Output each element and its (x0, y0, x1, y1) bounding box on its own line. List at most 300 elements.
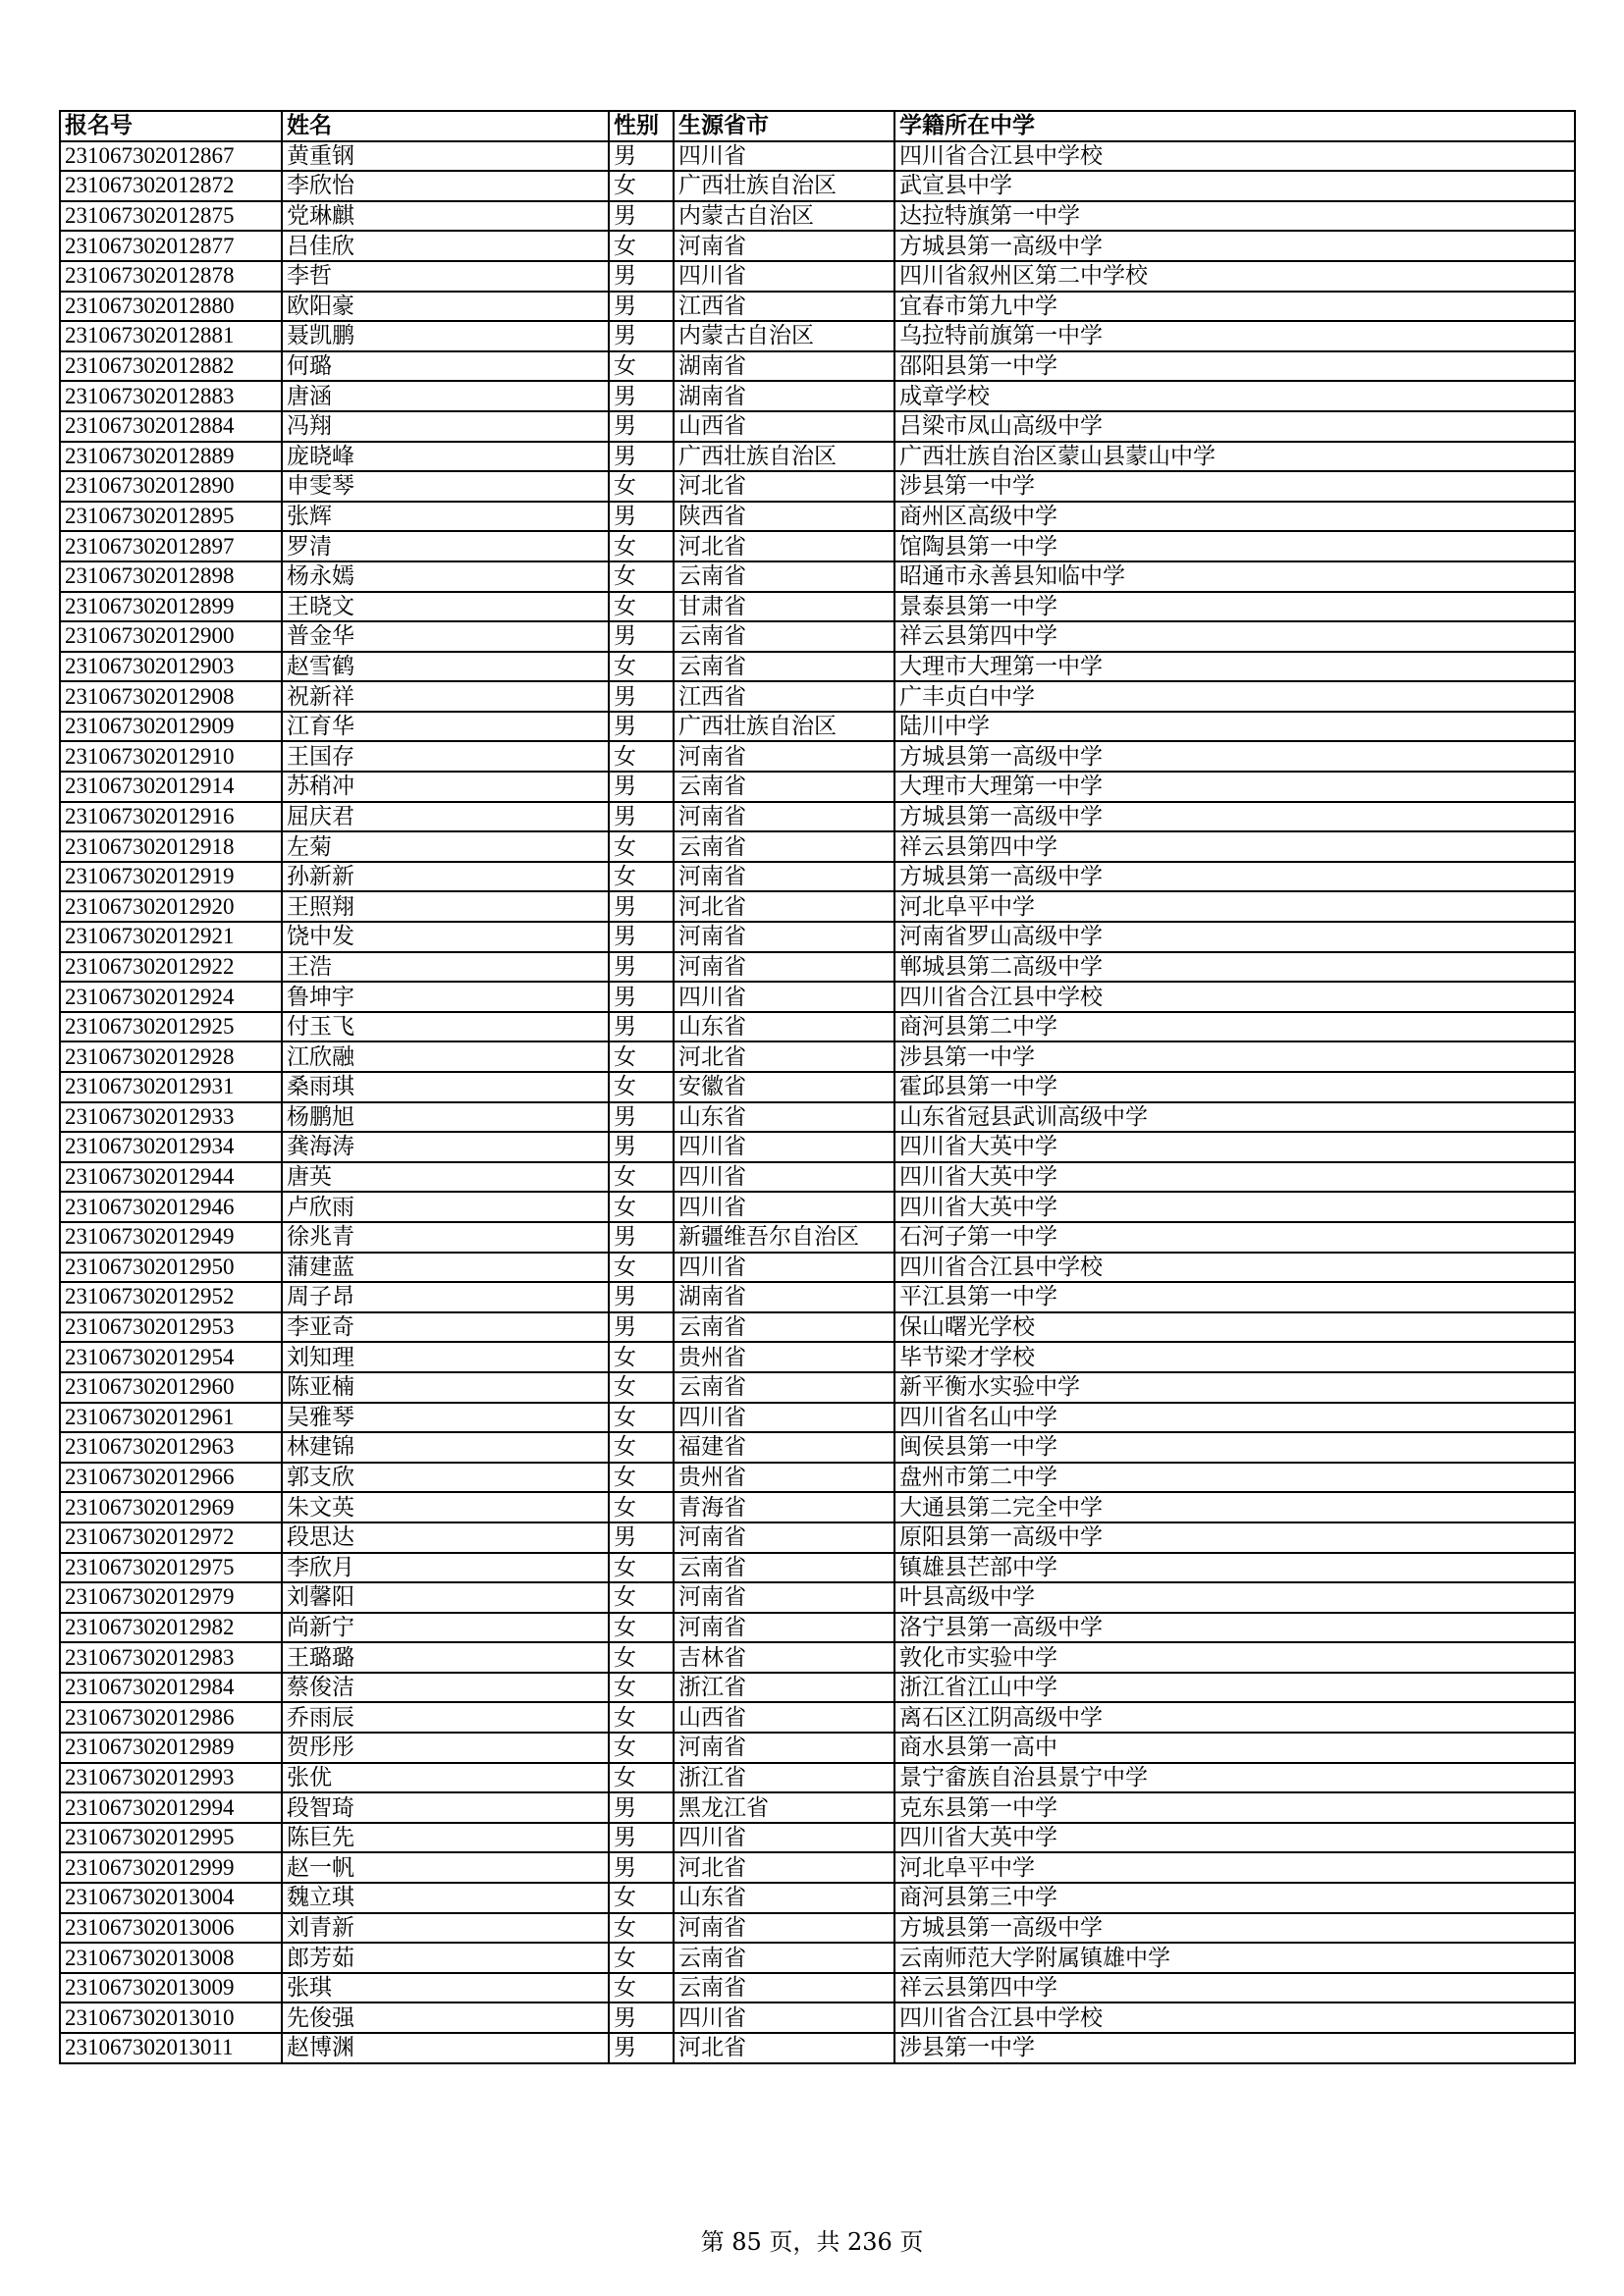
cell-province: 内蒙古自治区 (674, 201, 894, 232)
table-row (60, 1792, 1575, 1823)
cell-registration-number: 231067302012983 (60, 1642, 282, 1673)
cell-province: 四川省 (674, 2002, 894, 2033)
cell-registration-number: 231067302012877 (60, 231, 282, 261)
cell-registration-number: 231067302012966 (60, 1463, 282, 1493)
table-row (60, 381, 1575, 411)
cell-registration-number: 231067302012949 (60, 1222, 282, 1253)
header-name: 姓名 (282, 111, 609, 141)
table-row (60, 1553, 1575, 1583)
cell-registration-number: 231067302012916 (60, 802, 282, 832)
cell-school: 河北阜平中学 (894, 891, 1575, 922)
cell-name: 张辉 (282, 502, 609, 532)
cell-name: 贺彤彤 (282, 1733, 609, 1763)
cell-name: 赵一帆 (282, 1852, 609, 1883)
cell-gender: 男 (609, 982, 674, 1012)
cell-name: 桑雨琪 (282, 1072, 609, 1102)
cell-school: 山东省冠县武训高级中学 (894, 1102, 1575, 1133)
cell-gender: 女 (609, 1763, 674, 1793)
table-row (60, 351, 1575, 382)
cell-gender: 女 (609, 1041, 674, 1072)
cell-registration-number: 231067302012884 (60, 411, 282, 442)
cell-province: 四川省 (674, 982, 894, 1012)
cell-name: 赵雪鹤 (282, 652, 609, 682)
cell-name: 龚海涛 (282, 1132, 609, 1162)
cell-province: 河南省 (674, 922, 894, 952)
cell-gender: 女 (609, 471, 674, 502)
cell-province: 甘肃省 (674, 592, 894, 622)
cell-registration-number: 231067302012979 (60, 1582, 282, 1613)
cell-registration-number: 231067302013009 (60, 1973, 282, 2003)
cell-registration-number: 231067302012925 (60, 1012, 282, 1042)
cell-school: 四川省名山中学 (894, 1403, 1575, 1433)
cell-registration-number: 231067302012883 (60, 381, 282, 411)
cell-province: 四川省 (674, 1253, 894, 1283)
table-row (60, 1702, 1575, 1733)
table-row (60, 1432, 1575, 1463)
table-row (60, 652, 1575, 682)
table-row (60, 471, 1575, 502)
cell-name: 饶中发 (282, 922, 609, 952)
cell-name: 王国存 (282, 741, 609, 772)
cell-registration-number: 231067302012881 (60, 321, 282, 351)
table-row (60, 502, 1575, 532)
table-row (60, 982, 1575, 1012)
cell-province: 云南省 (674, 1553, 894, 1583)
table-row (60, 922, 1575, 952)
table-row (60, 1102, 1575, 1133)
cell-registration-number: 231067302012899 (60, 592, 282, 622)
cell-school: 商河县第三中学 (894, 1883, 1575, 1913)
table-row (60, 592, 1575, 622)
cell-gender: 男 (609, 1823, 674, 1853)
cell-registration-number: 231067302012872 (60, 171, 282, 201)
cell-school: 祥云县第四中学 (894, 621, 1575, 652)
cell-gender: 男 (609, 621, 674, 652)
cell-registration-number: 231067302012982 (60, 1613, 282, 1643)
cell-school: 商州区高级中学 (894, 502, 1575, 532)
table-row (60, 231, 1575, 261)
cell-registration-number: 231067302012897 (60, 531, 282, 561)
cell-name: 江育华 (282, 712, 609, 742)
cell-name: 申雯琴 (282, 471, 609, 502)
cell-gender: 男 (609, 261, 674, 292)
cell-province: 河南省 (674, 1913, 894, 1944)
cell-gender: 男 (609, 1792, 674, 1823)
cell-name: 蒲建蓝 (282, 1253, 609, 1283)
cell-province: 云南省 (674, 561, 894, 592)
cell-province: 河北省 (674, 1041, 894, 1072)
cell-province: 云南省 (674, 1943, 894, 1973)
cell-registration-number: 231067302012995 (60, 1823, 282, 1853)
cell-registration-number: 231067302012921 (60, 922, 282, 952)
cell-gender: 男 (609, 922, 674, 952)
table-row (60, 1222, 1575, 1253)
cell-school: 方城县第一高级中学 (894, 231, 1575, 261)
cell-gender: 男 (609, 292, 674, 322)
cell-province: 吉林省 (674, 1642, 894, 1673)
cell-gender: 男 (609, 1312, 674, 1343)
cell-gender: 女 (609, 1372, 674, 1403)
cell-province: 云南省 (674, 1312, 894, 1343)
cell-province: 河南省 (674, 1582, 894, 1613)
table-row (60, 1403, 1575, 1433)
cell-name: 段智琦 (282, 1792, 609, 1823)
cell-province: 新疆维吾尔自治区 (674, 1222, 894, 1253)
cell-school: 四川省大英中学 (894, 1162, 1575, 1193)
table-row (60, 772, 1575, 802)
cell-province: 湖南省 (674, 351, 894, 382)
cell-name: 普金华 (282, 621, 609, 652)
cell-registration-number: 231067302012903 (60, 652, 282, 682)
cell-gender: 女 (609, 1253, 674, 1283)
cell-gender: 女 (609, 1553, 674, 1583)
cell-name: 孙新新 (282, 862, 609, 892)
cell-school: 四川省合江县中学校 (894, 141, 1575, 172)
cell-gender: 女 (609, 1733, 674, 1763)
cell-school: 河南省罗山高级中学 (894, 922, 1575, 952)
cell-school: 四川省合江县中学校 (894, 982, 1575, 1012)
admission-roster-table (59, 110, 1576, 2064)
cell-school: 景宁畲族自治县景宁中学 (894, 1763, 1575, 1793)
cell-school: 馆陶县第一中学 (894, 531, 1575, 561)
cell-province: 山东省 (674, 1883, 894, 1913)
cell-gender: 女 (609, 831, 674, 862)
cell-province: 四川省 (674, 1162, 894, 1193)
table-row (60, 1372, 1575, 1403)
table-row (60, 1132, 1575, 1162)
cell-school: 霍邱县第一中学 (894, 1072, 1575, 1102)
cell-province: 河南省 (674, 1733, 894, 1763)
cell-name: 徐兆青 (282, 1222, 609, 1253)
cell-school: 祥云县第四中学 (894, 831, 1575, 862)
cell-name: 郭支欣 (282, 1463, 609, 1493)
cell-province: 云南省 (674, 1973, 894, 2003)
table-row (60, 952, 1575, 983)
cell-registration-number: 231067302012922 (60, 952, 282, 983)
cell-school: 祥云县第四中学 (894, 1973, 1575, 2003)
cell-school: 昭通市永善县知临中学 (894, 561, 1575, 592)
cell-province: 内蒙古自治区 (674, 321, 894, 351)
cell-name: 冯翔 (282, 411, 609, 442)
cell-gender: 男 (609, 1102, 674, 1133)
cell-province: 河南省 (674, 862, 894, 892)
cell-province: 贵州省 (674, 1463, 894, 1493)
cell-province: 浙江省 (674, 1673, 894, 1703)
cell-name: 刘知理 (282, 1342, 609, 1372)
cell-province: 山东省 (674, 1012, 894, 1042)
cell-school: 四川省大英中学 (894, 1823, 1575, 1853)
cell-registration-number: 231067302012924 (60, 982, 282, 1012)
cell-province: 贵州省 (674, 1342, 894, 1372)
cell-school: 云南师范大学附属镇雄中学 (894, 1943, 1575, 1973)
cell-school: 保山曙光学校 (894, 1312, 1575, 1343)
table-row (60, 1913, 1575, 1944)
cell-gender: 女 (609, 1973, 674, 2003)
cell-registration-number: 231067302012961 (60, 1403, 282, 1433)
cell-school: 商河县第二中学 (894, 1012, 1575, 1042)
table-row (60, 2002, 1575, 2033)
table-row (60, 1673, 1575, 1703)
cell-gender: 女 (609, 1582, 674, 1613)
cell-province: 云南省 (674, 1372, 894, 1403)
cell-province: 广西壮族自治区 (674, 442, 894, 472)
cell-province: 四川省 (674, 1823, 894, 1853)
cell-province: 云南省 (674, 621, 894, 652)
table-row (60, 1463, 1575, 1493)
table-row (60, 292, 1575, 322)
cell-school: 河北阜平中学 (894, 1852, 1575, 1883)
table-row (60, 261, 1575, 292)
cell-gender: 女 (609, 351, 674, 382)
cell-registration-number: 231067302013004 (60, 1883, 282, 1913)
cell-name: 朱文英 (282, 1492, 609, 1522)
cell-registration-number: 231067302012919 (60, 862, 282, 892)
cell-province: 江西省 (674, 292, 894, 322)
cell-gender: 女 (609, 1342, 674, 1372)
cell-gender: 男 (609, 1222, 674, 1253)
table-row (60, 141, 1575, 172)
table-row (60, 2033, 1575, 2063)
cell-registration-number: 231067302012975 (60, 1553, 282, 1583)
header-gender: 性别 (609, 111, 674, 141)
cell-school: 达拉特旗第一中学 (894, 201, 1575, 232)
cell-gender: 女 (609, 1192, 674, 1222)
cell-name: 魏立琪 (282, 1883, 609, 1913)
cell-province: 浙江省 (674, 1763, 894, 1793)
table-row (60, 1613, 1575, 1643)
cell-registration-number: 231067302012918 (60, 831, 282, 862)
cell-registration-number: 231067302012890 (60, 471, 282, 502)
table-row (60, 1973, 1575, 2003)
cell-gender: 女 (609, 231, 674, 261)
table-row (60, 1253, 1575, 1283)
cell-school: 陆川中学 (894, 712, 1575, 742)
cell-province: 四川省 (674, 1132, 894, 1162)
table-header-row (60, 111, 1575, 141)
cell-school: 石河子第一中学 (894, 1222, 1575, 1253)
cell-province: 河南省 (674, 802, 894, 832)
cell-registration-number: 231067302013010 (60, 2002, 282, 2033)
table-row (60, 1162, 1575, 1193)
table-row (60, 681, 1575, 712)
cell-school: 成章学校 (894, 381, 1575, 411)
table-row (60, 1852, 1575, 1883)
cell-gender: 男 (609, 681, 674, 712)
cell-gender: 女 (609, 1492, 674, 1522)
header-province: 生源省市 (674, 111, 894, 141)
cell-school: 方城县第一高级中学 (894, 862, 1575, 892)
cell-registration-number: 231067302012999 (60, 1852, 282, 1883)
cell-gender: 男 (609, 411, 674, 442)
cell-name: 吴雅琴 (282, 1403, 609, 1433)
cell-province: 河南省 (674, 1613, 894, 1643)
table-row (60, 712, 1575, 742)
table-row (60, 862, 1575, 892)
cell-school: 涉县第一中学 (894, 471, 1575, 502)
cell-gender: 男 (609, 502, 674, 532)
cell-registration-number: 231067302013008 (60, 1943, 282, 1973)
cell-registration-number: 231067302012989 (60, 1733, 282, 1763)
cell-name: 聂凯鹏 (282, 321, 609, 351)
cell-registration-number: 231067302012920 (60, 891, 282, 922)
table-row (60, 321, 1575, 351)
table-row (60, 1312, 1575, 1343)
cell-gender: 男 (609, 1132, 674, 1162)
cell-school: 郸城县第二高级中学 (894, 952, 1575, 983)
table-row (60, 201, 1575, 232)
cell-name: 张优 (282, 1763, 609, 1793)
cell-registration-number: 231067302012931 (60, 1072, 282, 1102)
table-row (60, 1282, 1575, 1312)
table-row (60, 1012, 1575, 1042)
table-row (60, 1582, 1575, 1613)
cell-name: 王晓文 (282, 592, 609, 622)
table-row (60, 442, 1575, 472)
cell-registration-number: 231067302012898 (60, 561, 282, 592)
cell-name: 付玉飞 (282, 1012, 609, 1042)
cell-registration-number: 231067302012878 (60, 261, 282, 292)
cell-registration-number: 231067302012963 (60, 1432, 282, 1463)
cell-school: 原阳县第一高级中学 (894, 1522, 1575, 1553)
cell-name: 郎芳茹 (282, 1943, 609, 1973)
cell-name: 何璐 (282, 351, 609, 382)
cell-name: 王浩 (282, 952, 609, 983)
cell-province: 云南省 (674, 652, 894, 682)
cell-province: 云南省 (674, 831, 894, 862)
cell-name: 唐涵 (282, 381, 609, 411)
cell-school: 四川省大英中学 (894, 1132, 1575, 1162)
cell-name: 先俊强 (282, 2002, 609, 2033)
cell-name: 庞晓峰 (282, 442, 609, 472)
cell-gender: 男 (609, 1522, 674, 1553)
cell-gender: 男 (609, 2033, 674, 2063)
cell-province: 河北省 (674, 2033, 894, 2063)
table-row (60, 411, 1575, 442)
table-row (60, 891, 1575, 922)
cell-registration-number: 231067302012944 (60, 1162, 282, 1193)
table-row (60, 1642, 1575, 1673)
cell-name: 杨永嫣 (282, 561, 609, 592)
cell-name: 屈庆君 (282, 802, 609, 832)
cell-name: 黄重钢 (282, 141, 609, 172)
cell-gender: 女 (609, 1432, 674, 1463)
cell-province: 河南省 (674, 952, 894, 983)
cell-gender: 女 (609, 1943, 674, 1973)
cell-school: 四川省叙州区第二中学校 (894, 261, 1575, 292)
cell-school: 洛宁县第一高级中学 (894, 1613, 1575, 1643)
cell-name: 欧阳豪 (282, 292, 609, 322)
cell-name: 段思达 (282, 1522, 609, 1553)
cell-gender: 男 (609, 772, 674, 802)
cell-province: 黑龙江省 (674, 1792, 894, 1823)
cell-name: 左菊 (282, 831, 609, 862)
cell-province: 河北省 (674, 891, 894, 922)
cell-gender: 女 (609, 171, 674, 201)
cell-registration-number: 231067302012953 (60, 1312, 282, 1343)
cell-gender: 男 (609, 802, 674, 832)
cell-province: 四川省 (674, 1403, 894, 1433)
cell-registration-number: 231067302012880 (60, 292, 282, 322)
cell-registration-number: 231067302012984 (60, 1673, 282, 1703)
cell-province: 河北省 (674, 531, 894, 561)
cell-gender: 女 (609, 862, 674, 892)
table-row (60, 831, 1575, 862)
cell-gender: 女 (609, 1702, 674, 1733)
cell-registration-number: 231067302012867 (60, 141, 282, 172)
cell-province: 四川省 (674, 141, 894, 172)
table-row (60, 561, 1575, 592)
table-row (60, 1763, 1575, 1793)
cell-gender: 男 (609, 381, 674, 411)
cell-province: 福建省 (674, 1432, 894, 1463)
cell-school: 闽侯县第一中学 (894, 1432, 1575, 1463)
cell-school: 大理市大理第一中学 (894, 772, 1575, 802)
cell-gender: 男 (609, 891, 674, 922)
table-row (60, 621, 1575, 652)
table-row (60, 741, 1575, 772)
cell-registration-number: 231067302012993 (60, 1763, 282, 1793)
cell-school: 涉县第一中学 (894, 2033, 1575, 2063)
cell-registration-number: 231067302012934 (60, 1132, 282, 1162)
cell-school: 涉县第一中学 (894, 1041, 1575, 1072)
cell-gender: 男 (609, 1852, 674, 1883)
cell-gender: 女 (609, 1883, 674, 1913)
cell-gender: 女 (609, 561, 674, 592)
cell-gender: 男 (609, 712, 674, 742)
cell-gender: 女 (609, 1072, 674, 1102)
cell-registration-number: 231067302012900 (60, 621, 282, 652)
cell-registration-number: 231067302012954 (60, 1342, 282, 1372)
cell-registration-number: 231067302012875 (60, 201, 282, 232)
cell-gender: 男 (609, 1282, 674, 1312)
cell-province: 四川省 (674, 261, 894, 292)
cell-gender: 女 (609, 1673, 674, 1703)
cell-name: 吕佳欣 (282, 231, 609, 261)
cell-name: 李亚奇 (282, 1312, 609, 1343)
cell-province: 四川省 (674, 1192, 894, 1222)
cell-school: 四川省合江县中学校 (894, 2002, 1575, 2033)
cell-school: 新平衡水实验中学 (894, 1372, 1575, 1403)
cell-school: 大通县第二完全中学 (894, 1492, 1575, 1522)
cell-province: 陕西省 (674, 502, 894, 532)
cell-name: 杨鹏旭 (282, 1102, 609, 1133)
cell-registration-number: 231067302012972 (60, 1522, 282, 1553)
cell-school: 广丰贞白中学 (894, 681, 1575, 712)
cell-registration-number: 231067302012946 (60, 1192, 282, 1222)
cell-province: 河南省 (674, 1522, 894, 1553)
cell-province: 湖南省 (674, 1282, 894, 1312)
cell-school: 商水县第一高中 (894, 1733, 1575, 1763)
cell-school: 毕节梁才学校 (894, 1342, 1575, 1372)
table-row (60, 1072, 1575, 1102)
cell-name: 党琳麒 (282, 201, 609, 232)
cell-registration-number: 231067302012908 (60, 681, 282, 712)
cell-province: 青海省 (674, 1492, 894, 1522)
cell-registration-number: 231067302013006 (60, 1913, 282, 1944)
cell-school: 方城县第一高级中学 (894, 741, 1575, 772)
cell-school: 方城县第一高级中学 (894, 802, 1575, 832)
cell-registration-number: 231067302012910 (60, 741, 282, 772)
cell-registration-number: 231067302012960 (60, 1372, 282, 1403)
cell-school: 邵阳县第一中学 (894, 351, 1575, 382)
header-school: 学籍所在中学 (894, 111, 1575, 141)
cell-name: 李欣怡 (282, 171, 609, 201)
cell-province: 河南省 (674, 741, 894, 772)
table-row (60, 1041, 1575, 1072)
cell-school: 乌拉特前旗第一中学 (894, 321, 1575, 351)
cell-gender: 女 (609, 1913, 674, 1944)
cell-name: 刘馨阳 (282, 1582, 609, 1613)
